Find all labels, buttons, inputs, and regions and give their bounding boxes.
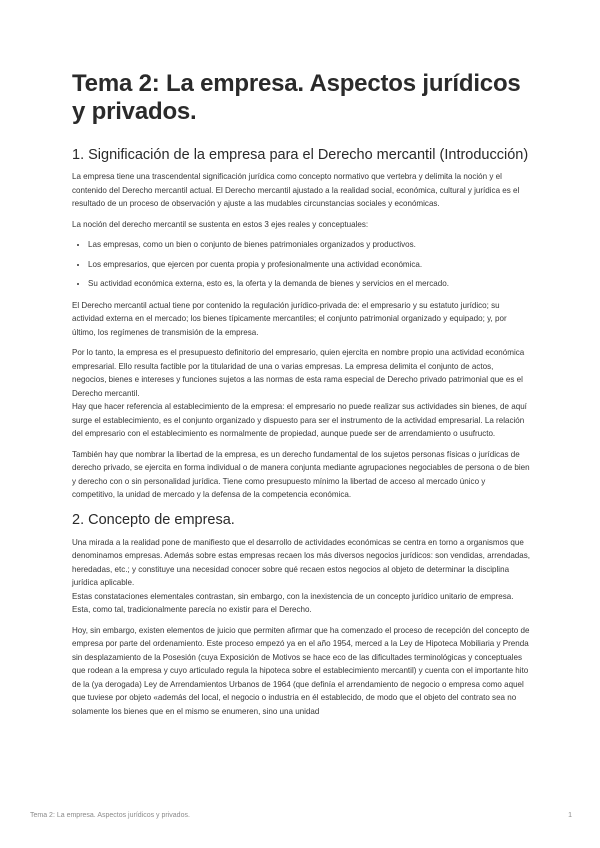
section-2-paragraph-3: Hoy, sin embargo, existen elementos de juicio que permiten afirmar que ha comenzado el proceso de recepción del concepto de empresa por parte del ordenamiento. Este proceso empezó ya en el año 1954, merced a la Ley de Hipoteca Mobiliaria y Prenda sin desplazamiento de la Posesión (cuya Exposición de Motivos se hace eco de las dificultades terminológicas y conceptuales que rodean a la empresa y cuyo articulado regula la hipoteca sobre el establecimiento mercantil) y cuenta con el importante hito de la (ya derogada) Ley de Arrendamientos Urbanos de 1964 (que definía el arrendamiento de negocio o empresa como aquel que tuviese por objeto «además del local, el negocio o industria en él establecido, de modo que el objeto del contrato sea no solamente los bienes que en el mismo se enumeren, sino una unidad	[72, 625, 530, 716]
list-item: • Las empresas, como un bien o conjunto de bienes patrimoniales organizados y productivos.	[88, 238, 530, 252]
document-page	[72, 70, 530, 725]
list-item: • Los empresarios, que ejercen por cuenta propia y profesionalmente una actividad económica.	[88, 258, 530, 272]
section-1-heading: 1. Significación de la empresa para el Derecho mercantil (Introducción)	[72, 147, 529, 163]
section-1-paragraph-6: También hay que nombrar la libertad de la empresa, es un derecho fundamental de los sujetos personas físicas o jurídicas de derecho privado, se ejercita en forma individual o de manera conjunta mediante agrupaciones negociables de persona o de bien y derecho con o sin personalidad jurídica. Tiene como presupuesto mínimo la libertad de acceso al mercado único y competitivo, la unidad de mercado y la defensa de la competencia económica.	[72, 449, 530, 499]
section-1-paragraph-5: Hay que hacer referencia al establecimiento de la empresa: el empresario no puede realizar sus actividades sin bienes, de aquí surge el establecimiento, es el conjunto organizado y dispuesto para ser el instrumento de la actividad empresarial. La relación del empresario con el establecimiento es normalmente de propiedad, aunque puede ser de arrendamiento o usufructo.	[72, 402, 527, 438]
section-1-paragraph-3: El Derecho mercantil actual tiene por contenido la regulación jurídico-privada de: el empresario y su estatuto jurídico; su actividad externa en el mercado; los bienes típicamente mercantiles; el conjunto patrimonial organizado y equipado; y, por último, los regímenes de transmisión de la empresa.	[72, 300, 507, 337]
section-2-paragraph-1: Una mirada a la realidad pone de manifiesto que el desarrollo de actividades económicas se centra en torno a organismos que denominamos empresas. Además sobre estas empresas recaen los más diversos negocios jurídicos: son vendidas, arrendadas, heredadas, etc.; y constituye una necesidad conocer sobre qué recaen estos negocios al objeto de determinar la disciplina jurídica aplicable.	[72, 537, 531, 587]
document-title: Tema 2: La empresa. Aspectos jurídicos y privados.	[72, 70, 521, 125]
section-1-paragraph-2: La noción del derecho mercantil se sustenta en estos 3 ejes reales y conceptuales:	[72, 219, 369, 229]
section-1-bullet-list	[72, 238, 530, 291]
section-2-paragraph-2: Estas constataciones elementales contrastan, sin embargo, con la inexistencia de un concepto jurídico unitario de empresa. Esta, como tal, tradicionalmente parecía no existir para el Derecho.	[72, 591, 514, 614]
page-number: 1	[568, 812, 572, 819]
footer-document-title: Tema 2: La empresa. Aspectos jurídicos y privados.	[30, 812, 190, 819]
section-1-paragraph-4: Por lo tanto, la empresa es el presupuesto definitorio del empresario, quien ejercita en nombre propio una actividad económica empresarial. Ello resulta factible por la titularidad de una o varias empresas. La empresa delimita el conjunto de actos, negocios, bienes e intereses y funciones sujetos a las normas de esta rama especial de Derecho privado patrimonial que es el Derecho mercantil.	[72, 348, 525, 398]
section-2-heading: 2. Concepto de empresa.	[72, 511, 235, 528]
page-footer	[30, 812, 572, 819]
list-item: • Su actividad económica externa, esto es, la oferta y la demanda de bienes y servicios en el mercado.	[88, 277, 530, 291]
section-1-paragraph-1: La empresa tiene una trascendental significación jurídica como concepto normativo que vertebra y delimita la noción y el contenido del Derecho mercantil actual. El Derecho mercantil ajustado a la realidad social, económica, cultural y jurídica es el resultado de un proceso de observación y ajuste a las mudables circunstancias sociales y económicas.	[72, 172, 520, 208]
